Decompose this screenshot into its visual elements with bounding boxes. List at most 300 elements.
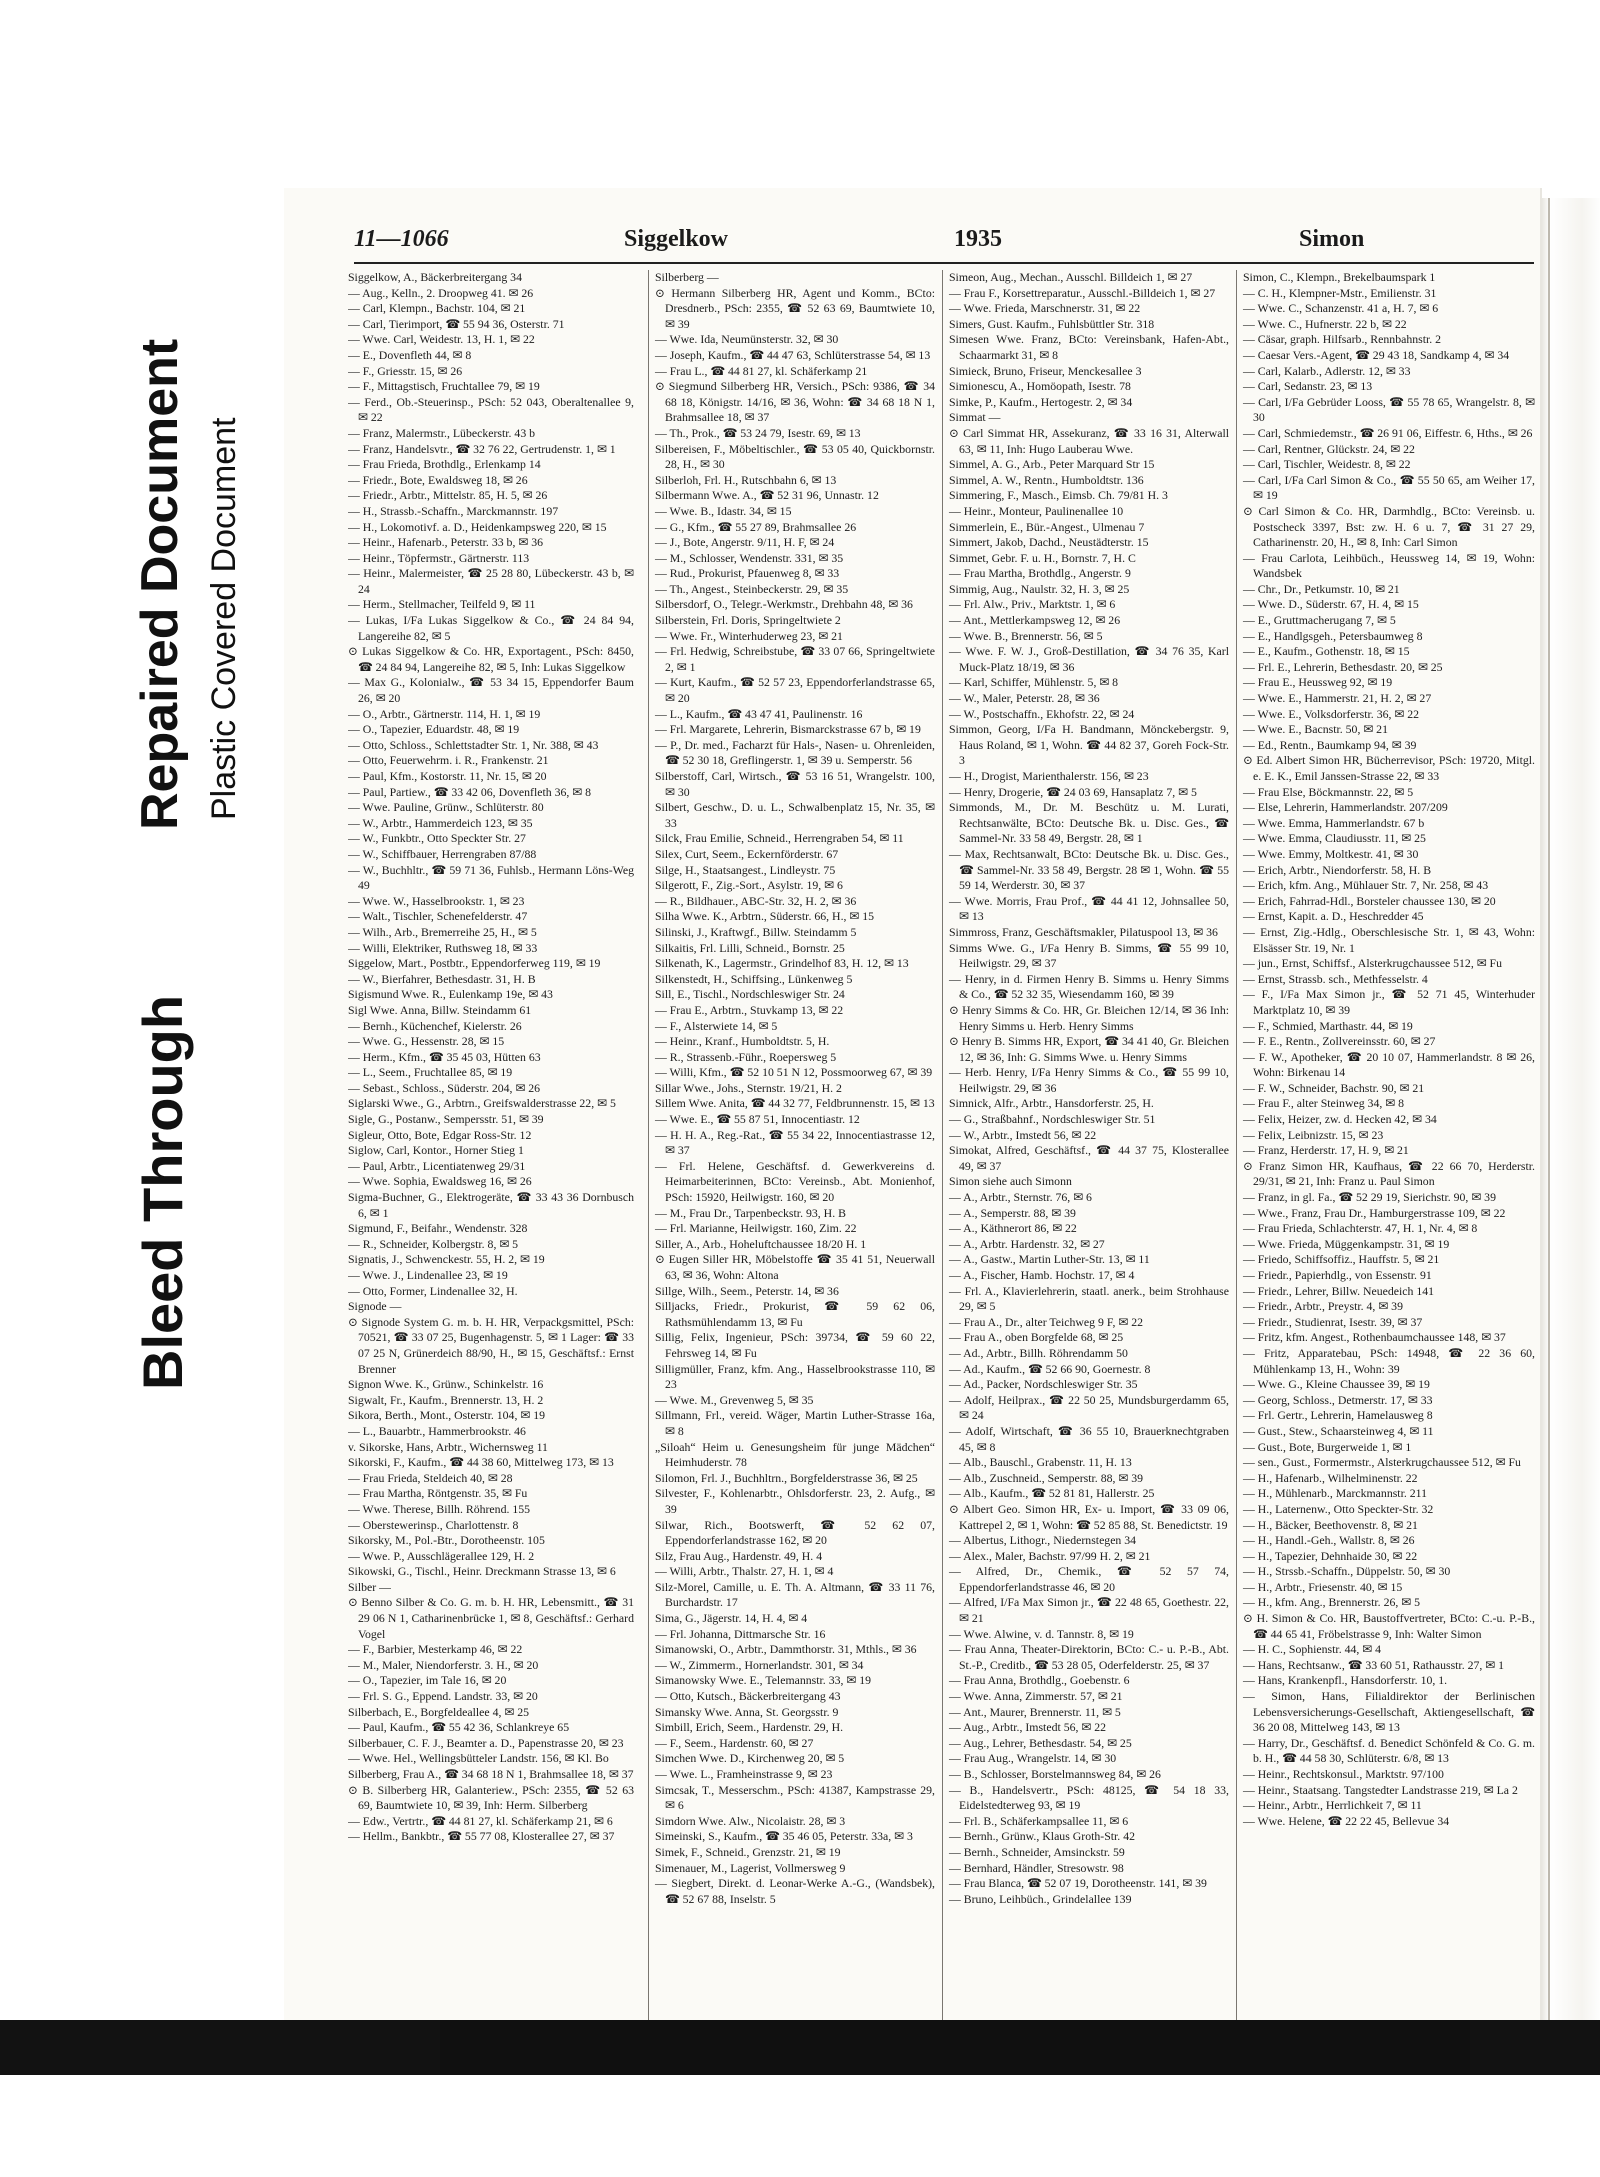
directory-entry: Simmon, Georg, I/Fa H. Bandmann, Mönckebergstr. 9, Haus Roland, ✉ 1, Wohn. ☎ 44 82 37, Goreh Fock-Str. 3 — [949, 722, 1229, 768]
page-fold-line — [1548, 198, 1550, 2038]
scanner-bottom-band — [0, 2020, 1600, 2075]
directory-entry: — Henry, in d. Firmen Henry B. Simms u. Henry Simms & Co., ☎ 52 32 35, Wiesendamm 160, ✉ 39 — [949, 971, 1229, 1002]
directory-entry: Sikowski, G., Tischl., Heinr. Dreckmann Strasse 13, ✉ 6 — [348, 1564, 616, 1579]
directory-entry: — Frau Anna, Theater-Direktorin, BCto: C.- u. P.-B., Abt. St.-P., Creditb., ☎ 53 28 05, Oderfelderstr. 25, ✉ 37 — [949, 1642, 1229, 1672]
directory-entry: ⊙ Franz Simon HR, Kaufhaus, ☎ 22 66 70, Herderstr. 29/31, ✉ 21, Inh: Franz u. Paul Simon — [1243, 1158, 1535, 1189]
directory-entry: Signatis, J., Schwenckestr. 55, H. 2, ✉ 19 — [348, 1252, 545, 1267]
directory-entry: — Frl. Gertr., Lehrerin, Hamelausweg 8 — [1243, 1408, 1433, 1423]
directory-entry: — F. W., Apotheker, ☎ 20 10 07, Hammerlandstr. 8 ✉ 26, Wohn: Birkenau 14 — [1243, 1049, 1535, 1080]
directory-entry: — Frl. Marianne, Heilwigstr. 160, Zim. 22 — [655, 1221, 857, 1236]
directory-entry: — Herm., Kfm., ☎ 35 45 03, Hütten 63 — [348, 1049, 541, 1064]
directory-entry: — W., Funkbtr., Otto Speckter Str. 27 — [348, 831, 526, 846]
directory-entry: — Ant., Mettlerkampsweg 12, ✉ 26 — [949, 613, 1121, 628]
directory-entry: Simmross, Franz, Geschäftsmakler, Pilatuspool 13, ✉ 36 — [949, 924, 1218, 939]
directory-entry: Signon Wwe. K., Grünw., Schinkelstr. 16 — [348, 1377, 544, 1392]
directory-entry: — Max, Rechtsanwalt, BCto: Deutsche Bk. u. Disc. Ges., ☎ Sammel-Nr. 33 58 49, Bergstr. 28 ✉ 1, Wohn. ☎ 55 59 14, Werderstr. 30, ✉ 37 — [949, 846, 1229, 893]
directory-entry: — Wwe., Franz, Frau Dr., Hamburgerstrasse 109, ✉ 22 — [1243, 1205, 1506, 1220]
directory-entry: Sikora, Berth., Mont., Osterstr. 104, ✉ 19 — [348, 1408, 545, 1423]
directory-entry: — Wwe. P., Ausschlägerallee 129, H. 2 — [348, 1548, 535, 1563]
directory-entry: Simokat, Alfred, Geschäftsf., ☎ 44 37 75, Klosterallee 49, ✉ 37 — [949, 1143, 1229, 1173]
directory-entry: — Frl. Alw., Priv., Marktstr. 1, ✉ 6 — [949, 597, 1116, 612]
directory-entry: — Wwe. C., Schanzenstr. 41 a, H. 7, ✉ 6 — [1243, 301, 1439, 316]
directory-entry: Simieck, Bruno, Friseur, Menckesallee 3 — [949, 363, 1142, 378]
directory-entry: — Hans, Rechtsanw., ☎ 33 60 51, Rathausstr. 27, ✉ 1 — [1243, 1657, 1505, 1672]
directory-entry: — Georg, Schloss., Detmerstr. 17, ✉ 33 — [1243, 1392, 1433, 1407]
directory-entry: — Frau Aug., Wrangelstr. 14, ✉ 30 — [949, 1751, 1117, 1766]
directory-entry: ⊙ Carl Simmat HR, Assekuranz, ☎ 33 16 31, Alterwall 63, ✉ 11, Inh: Hugo Lauberau Wwe. — [949, 425, 1229, 456]
directory-entry: — A., Arbtr., Sternstr. 76, ✉ 6 — [949, 1190, 1092, 1205]
directory-entry: — R., Strassenb.-Führ., Roepersweg 5 — [655, 1049, 837, 1064]
directory-entry: Simmat — — [949, 410, 1001, 425]
directory-entry: — Wwe. Pauline, Grünw., Schlüterstr. 80 — [348, 800, 544, 815]
directory-entry: — Franz, Handelsvtr., ☎ 32 76 22, Gertrudenstr. 1, ✉ 1 — [348, 441, 616, 456]
directory-entry: — Aug., Lehrer, Bethesdastr. 54, ✉ 25 — [949, 1735, 1132, 1750]
directory-entry: — Ed., Rentn., Baumkamp 94, ✉ 39 — [1243, 737, 1417, 752]
directory-entry: Silomon, Frl. J., Buchhltrn., Borgfelderstrasse 36, ✉ 25 — [655, 1470, 918, 1485]
directory-entry: Simcsak, T., Messerschm., PSch: 41387, Kampstrasse 29, ✉ 6 — [655, 1782, 935, 1813]
directory-entry: — M., Frau Dr., Tarpenbeckstr. 93, H. B — [655, 1205, 846, 1220]
page-number: 11—1066 — [354, 226, 449, 252]
directory-entry: — M., Maler, Niendorferstr. 3. H., ✉ 20 — [348, 1657, 539, 1672]
directory-entry: Sigmund, F., Beifahr., Wendenstr. 328 — [348, 1221, 528, 1236]
directory-entry: — J., Bote, Angerstr. 9/11, H. F, ✉ 24 — [655, 535, 835, 550]
header-first-entry: Siggelkow — [624, 226, 729, 252]
header-year: 1935 — [954, 226, 1002, 252]
directory-entry: — Felix, Leibnizstr. 15, ✉ 23 — [1243, 1127, 1384, 1142]
directory-entry: Silbert, Geschw., D. u. L., Schwalbenplatz 15, Nr. 35, ✉ 33 — [655, 800, 935, 830]
directory-entry: — Friedr., Lehrer, Billw. Neuedeich 141 — [1243, 1283, 1435, 1298]
directory-entry: — H., Arbtr., Friesenstr. 40, ✉ 15 — [1243, 1579, 1403, 1594]
directory-entry: — Th., Prok., ☎ 53 24 79, Isestr. 69, ✉ 13 — [655, 425, 861, 440]
directory-entry: — G., Kfm., ☎ 55 27 89, Brahmsallee 26 — [655, 519, 857, 534]
directory-entry: Sillig, Felix, Ingenieur, PSch: 39734, ☎ 59 60 22, Fehrsweg 14, ✉ Fu — [655, 1330, 935, 1360]
directory-entry: — Caesar Vers.-Agent, ☎ 29 43 18, Sandkamp 4, ✉ 34 — [1243, 347, 1510, 362]
directory-entry: — Carl, Kalarb., Adlerstr. 12, ✉ 33 — [1243, 363, 1411, 378]
directory-entry: Silck, Frau Emilie, Schneid., Herrengraben 54, ✉ 11 — [655, 831, 904, 846]
directory-entry: — Hellm., Bankbtr., ☎ 55 77 08, Klosterallee 27, ✉ 37 — [348, 1829, 615, 1844]
directory-entry: — Ferd., Ob.-Steuerinsp., PSch: 52 043, Oberaltenallee 9, ✉ 22 — [348, 394, 634, 425]
directory-entry: — Heinr., Staatsang. Tangstedter Landstrasse 219, ✉ La 2 — [1243, 1782, 1518, 1797]
directory-entry: — Frau F., Korsettreparatur., Ausschl.-Billdeich 1, ✉ 27 — [949, 285, 1216, 300]
directory-entry: — Alb., Zuschneid., Semperstr. 88, ✉ 39 — [949, 1470, 1144, 1485]
directory-entry: — Frau Martha, Brothdlg., Angerstr. 9 — [949, 566, 1131, 581]
directory-entry: — H., Mühlenarb., Marckmannstr. 211 — [1243, 1486, 1428, 1501]
directory-entry: — Heinr., Malermeister, ☎ 25 28 80, Lübeckerstr. 43 b, ✉ 24 — [348, 566, 634, 596]
directory-entry: — Frau Anna, Brothdlg., Goebenstr. 6 — [949, 1673, 1130, 1688]
directory-entry: — Wwe. M., Grevenweg 5, ✉ 35 — [655, 1392, 814, 1407]
directory-entry: — Carl, Klempn., Bachstr. 104, ✉ 21 — [348, 301, 526, 316]
directory-entry: — F. E., Rentn., Zollvereinsstr. 60, ✉ 27 — [1243, 1034, 1436, 1049]
directory-entry: — Frau A., oben Borgfelde 68, ✉ 25 — [949, 1330, 1124, 1345]
directory-entry: Silz-Morel, Camille, u. E. Th. A. Altmann, ☎ 33 11 76, Burchardstr. 17 — [655, 1579, 935, 1610]
directory-entry: — Frl. Hedwig, Schreibstube, ☎ 33 07 66, Springeltwiete 2, ✉ 1 — [655, 644, 935, 674]
directory-entry: Silberberg — — [655, 270, 719, 284]
directory-entry: Sigle, G., Postanw., Sempersstr. 51, ✉ 39 — [348, 1112, 544, 1127]
directory-entry: ⊙ Albert Geo. Simon HR, Ex- u. Import, ☎ 33 09 06, Kattrepel 2, ✉ 1, Wohn: ☎ 52 85 88, St. Benedictstr. 19 — [949, 1501, 1229, 1532]
directory-entry: — Edw., Vertrtr., ☎ 44 81 27, kl. Schäferkamp 21, ✉ 6 — [348, 1813, 613, 1828]
directory-entry: — B., Handelsvertr., PSch: 48125, ☎ 54 18 33, Eidelstedterweg 93, ✉ 19 — [949, 1782, 1229, 1813]
directory-entry: — Ant., Maurer, Brennerstr. 11, ✉ 5 — [949, 1704, 1121, 1719]
directory-entry: — Ernst, Kapit. a. D., Heschredder 45 — [1243, 909, 1424, 924]
directory-entry: — Gust., Bote, Burgerweide 1, ✉ 1 — [1243, 1439, 1412, 1454]
directory-entry: Silkaitis, Frl. Lilli, Schneid., Bornstr. 25 — [655, 940, 845, 955]
directory-entry: — H., Strssb.-Schaffn., Düppelstr. 50, ✉ 30 — [1243, 1564, 1451, 1579]
directory-entry: — Frau Else, Böckmannstr. 22, ✉ 5 — [1243, 784, 1414, 799]
page-header — [354, 222, 1534, 264]
directory-entry: — Wwe. E., ☎ 55 87 51, Innocentiastr. 12 — [655, 1112, 860, 1127]
directory-entry: — Franz, Herderstr. 17, H. 9, ✉ 21 — [1243, 1143, 1409, 1158]
directory-entry: — Rud., Prokurist, Pfauenweg 8, ✉ 33 — [655, 566, 840, 581]
directory-entry: — Bernh., Küchenchef, Kielerstr. 26 — [348, 1018, 522, 1033]
directory-entry: — Ernst, Strassb. sch., Methfesselstr. 4 — [1243, 971, 1428, 986]
directory-entry: — Herm., Stellmacher, Teilfeld 9, ✉ 11 — [348, 597, 536, 612]
directory-entry: — Wwe. Morris, Frau Prof., ☎ 44 41 12, Johnsallee 50, ✉ 13 — [949, 893, 1229, 924]
directory-entry: — Bernh., Grünw., Klaus Groth-Str. 42 — [949, 1829, 1136, 1844]
directory-entry: — W., Maler, Peterstr. 28, ✉ 36 — [949, 691, 1100, 706]
bleed-through-label: Bleed Through — [131, 994, 194, 1390]
directory-entry: — Carl, Schmiedemstr., ☎ 26 91 06, Eiffestr. 6, Hths., ✉ 26 — [1243, 425, 1533, 440]
directory-entry: — Wwe. E., Bacnstr. 50, ✉ 21 — [1243, 722, 1388, 737]
directory-entry: Signode — — [348, 1299, 402, 1314]
directory-entry: — Frl. Johanna, Dittmarsche Str. 16 — [655, 1626, 826, 1641]
directory-entry: — Wwe. Emma, Claudiusstr. 11, ✉ 25 — [1243, 831, 1426, 846]
directory-entry: Silz, Frau Aug., Hardenstr. 49, H. 4 — [655, 1548, 823, 1563]
directory-entry: Sigma-Buchner, G., Elektrogeräte, ☎ 33 43 36 Dornbusch 6, ✉ 1 — [348, 1190, 634, 1220]
directory-entry: Simansky Wwe. Anna, St. Georgsstr. 9 — [655, 1704, 839, 1719]
directory-entry: Simeinski, S., Kaufm., ☎ 35 46 05, Peterstr. 33a, ✉ 3 — [655, 1829, 913, 1844]
directory-entry: — R., Bildhauer., ABC-Str. 32, H. 2, ✉ 36 — [655, 893, 857, 908]
directory-entry: — L., Kaufm., ☎ 43 47 41, Paulinenstr. 16 — [655, 706, 863, 721]
directory-entry: — Otto, Feuerwehrm. i. R., Frankenstr. 21 — [348, 753, 549, 768]
scanner-shadow — [440, 2020, 1470, 2075]
directory-entry: Siglarski Wwe., G., Arbtrn., Greifswalderstrasse 22, ✉ 5 — [348, 1096, 616, 1111]
directory-entry: — Wilh., Arb., Bremerreihe 25, H., ✉ 5 — [348, 924, 537, 939]
directory-entry: — Wwe. G., Hessenstr. 28, ✉ 15 — [348, 1034, 505, 1049]
directory-entry: — W., Zimmerm., Hornerlandstr. 301, ✉ 34 — [655, 1657, 864, 1672]
directory-entry: — Adolf, Wirtschaft, ☎ 36 55 10, Brauerknechtgraben 45, ✉ 8 — [949, 1423, 1229, 1454]
directory-entry: — H. C., Sophienstr. 44, ✉ 4 — [1243, 1642, 1382, 1657]
directory-entry: Simmig, Aug., Naulstr. 32, H. 3, ✉ 25 — [949, 581, 1130, 596]
directory-entry: — Alfred, I/Fa Max Simon jr., ☎ 22 48 65, Goethestr. 22, ✉ 21 — [949, 1595, 1229, 1626]
directory-entry: — Frau F., alter Steinweg 34, ✉ 8 — [1243, 1096, 1404, 1111]
directory-entry: — Otto, Schloss., Schlettstadter Str. 1, Nr. 388, ✉ 43 — [348, 737, 599, 752]
directory-entry: — Willi, Elektriker, Ruthsweg 18, ✉ 33 — [348, 940, 538, 955]
directory-entry: — Wwe. L., Framheinstrasse 9, ✉ 23 — [655, 1767, 833, 1781]
directory-entry: ⊙ Carl Simon & Co. HR, Darmhdlg., BCto: Vereinsb. u. Postscheck 3397, Bst: zw. H. 6 u. 7, ☎ 31 27 29, Catharinenstr. 20, H., ✉ 8, Inh: Carl Simon — [1243, 503, 1535, 550]
directory-entry: — Franz, in gl. Fa., ☎ 52 29 19, Sierichstr. 90, ✉ 39 — [1243, 1190, 1496, 1205]
directory-entry: Silbermann Wwe. A., ☎ 52 31 96, Unnastr. 12 — [655, 488, 879, 503]
directory-entry: v. Sikorske, Hans, Arbtr., Wichernsweg 11 — [348, 1439, 548, 1454]
directory-entry: — Else, Lehrerin, Hammerlandstr. 207/209 — [1243, 800, 1448, 815]
directory-entry: — P., Dr. med., Facharzt für Hals-, Nasen- u. Ohrenleiden, ☎ 52 30 18, Greflingerstr. 1, ✉ 39 u. Semperstr. 56 — [655, 737, 935, 768]
directory-entry: ⊙ Hermann Silberberg HR, Agent und Komm., BCto: Dresdnerb., PSch: 2355, ☎ 52 63 69, Baumtwiete 10, ✉ 39 — [655, 285, 935, 331]
directory-entry: — Wwe. F. W. J., Groß-Destillation, ☎ 34 76 35, Karl Muck-Platz 18/19, ✉ 36 — [949, 644, 1229, 674]
directory-entry: Siggelow, Mart., Postbtr., Eppendorferweg 119, ✉ 19 — [348, 956, 601, 971]
directory-entry: — Alb., Kaufm., ☎ 52 81 81, Hallerstr. 25 — [949, 1486, 1155, 1501]
directory-entry: — G., Straßbahnf., Nordschleswiger Str. 51 — [949, 1112, 1156, 1127]
directory-entry: — E., Handlgsgeh., Petersbaumweg 8 — [1243, 628, 1423, 643]
directory-entry: — Sebast., Schloss., Süderstr. 204, ✉ 26 — [348, 1080, 541, 1095]
directory-entry: — Wwe. Fr., Winterhuderweg 23, ✉ 21 — [655, 628, 843, 643]
directory-entry: ⊙ Henry Simms & Co. HR, Gr. Bleichen 12/14, ✉ 36 Inh: Henry Simms u. Herb. Henry Simms — [949, 1002, 1229, 1033]
directory-entry: Simdorn Wwe. Alw., Nicolaistr. 28, ✉ 3 — [655, 1813, 846, 1828]
directory-entry: Siglow, Carl, Kontor., Horner Stieg 1 — [348, 1143, 524, 1158]
directory-entry: — Lukas, I/Fa Lukas Siggelkow & Co., ☎ 24 84 94, Langereihe 82, ✉ 5 — [348, 613, 634, 643]
directory-entry: Sigwalt, Fr., Kaufm., Brennerstr. 13, H. 2 — [348, 1392, 544, 1407]
directory-entry: — Frau Frieda, Steldeich 40, ✉ 28 — [348, 1470, 513, 1485]
directory-entry: Simers, Gust. Kaufm., Fuhlsbüttler Str. 318 — [949, 316, 1155, 331]
directory-entry: — Wwe. Anna, Zimmerstr. 57, ✉ 21 — [949, 1689, 1123, 1704]
directory-entry: — Frau Blanca, ☎ 52 07 19, Dorotheenstr. 141, ✉ 39 — [949, 1876, 1207, 1891]
directory-entry: — Frl. B., Schäferkampsallee 11, ✉ 6 — [949, 1813, 1129, 1828]
plastic-covered-label: Plastic Covered Document — [205, 417, 243, 820]
directory-entry: — Wwe. E., Volksdorferstr. 36, ✉ 22 — [1243, 706, 1420, 721]
directory-entry: — F., Seem., Hardenstr. 60, ✉ 27 — [655, 1735, 814, 1750]
directory-entry: — Willi, Kfm., ☎ 52 10 51 N 12, Possmoorweg 67, ✉ 39 — [655, 1065, 933, 1080]
directory-entry: Simanowski, O., Arbtr., Dammthorstr. 31, Mthls., ✉ 36 — [655, 1642, 917, 1657]
directory-entry: — H., kfm. Ang., Brennerstr. 26, ✉ 5 — [1243, 1595, 1420, 1610]
directory-entry: — Max G., Kolonialw., ☎ 53 34 15, Eppendorfer Baum 26, ✉ 20 — [348, 675, 634, 706]
directory-entry: — Harry, Dr., Geschäftsf. d. Benedict Schönfeld & Co. G. m. b. H., ☎ 44 58 30, Schlüterstr. 6/8, ✉ 13 — [1243, 1735, 1535, 1766]
directory-entry: ⊙ Siegmund Silberberg HR, Versich., PSch: 9386, ☎ 34 68 18, Königstr. 14/16, ✉ 36, Wohn: ☎ 34 68 18 N 1, Brahmsallee 18, ✉ 37 — [655, 379, 935, 425]
directory-entry: — F., I/Fa Max Simon jr., ☎ 52 71 45, Winterhuder Marktplatz 10, ✉ 39 — [1243, 987, 1535, 1017]
directory-entry: — Frau A., Dr., alter Teichweg 9 F, ✉ 22 — [949, 1314, 1143, 1329]
directory-entry: — Erich, Fahrrad-Hdl., Borsteler chaussee 130, ✉ 20 — [1243, 893, 1496, 908]
directory-entry: Silbersdorf, O., Telegr.-Werkmstr., Drehbahn 48, ✉ 36 — [655, 597, 913, 612]
directory-entry: — Frl. A., Klavierlehrerin, staatl. anerk., beim Strohhause 29, ✉ 5 — [949, 1283, 1229, 1314]
directory-entry: Sigl Wwe. Anna, Billw. Steindamm 61 — [348, 1002, 532, 1017]
directory-entry: ⊙ Lukas Siggelkow & Co. HR, Exportagent., PSch: 8450, ☎ 24 84 94, Langereihe 82, ✉ 5, Inh: Lukas Siggelkow — [348, 644, 634, 674]
directory-entry: — Carl, I/Fa Gebrüder Looss, ☎ 55 78 65, Wrangelstr. 8, ✉ 30 — [1243, 394, 1535, 425]
directory-entry: — Cäsar, graph. Hilfsarb., Rennbahnstr. 2 — [1243, 332, 1442, 347]
directory-entry: — Aug., Arbtr., Imstedt 56, ✉ 22 — [949, 1720, 1107, 1735]
directory-entry: — W., Schiffbauer, Herrengraben 87/88 — [348, 846, 537, 861]
directory-entry: — E., Kaufm., Gothenstr. 18, ✉ 15 — [1243, 644, 1410, 659]
directory-entry: — Ad., Arbtr., Billh. Röhrendamm 50 — [949, 1345, 1128, 1360]
directory-entry: — O., Tapezier, Eduardstr. 48, ✉ 19 — [348, 722, 520, 737]
directory-entry: Sill, E., Tischl., Nordschleswiger Str. 24 — [655, 987, 845, 1002]
directory-entry: — Frl. E., Lehrerin, Bethesdastr. 20, ✉ 25 — [1243, 659, 1443, 674]
directory-entry: — Chr., Dr., Petkumstr. 10, ✉ 21 — [1243, 581, 1400, 596]
directory-entry: ⊙ Henry B. Simms HR, Export, ☎ 34 41 40, Gr. Bleichen 12, ✉ 36, Inh: G. Simms Wwe. u. Henry Simms — [949, 1034, 1229, 1064]
header-last-entry: Simon — [1299, 226, 1365, 252]
directory-entry: — Wwe. Emmy, Moltkestr. 41, ✉ 30 — [1243, 846, 1419, 861]
directory-entry: — L., Seem., Fruchtallee 85, ✉ 19 — [348, 1065, 513, 1080]
column-1 — [348, 270, 634, 2030]
directory-entry: — Heinr., Töpfermstr., Gärtnerstr. 113 — [348, 550, 530, 565]
directory-entry: — Heinr., Arbtr., Herrlichkeit 7, ✉ 11 — [1243, 1798, 1422, 1813]
directory-entry: ⊙ Signode System G. m. b. H. HR, Verpackgsmittel, PSch: 70521, ☎ 33 07 25, Bugenhagenstr. 5, ✉ 1 Lager: ☎ 33 07 25 N, Grünerdeich 88/90, H., ✉ 15, Geschäftsf.: Ernst Brenner — [348, 1314, 634, 1376]
column-2 — [648, 270, 935, 2030]
directory-entry: Sima, G., Jägerstr. 14, H. 4, ✉ 4 — [655, 1611, 808, 1626]
directory-entry: — Joseph, Kaufm., ☎ 44 47 63, Schlüterstrasse 54, ✉ 13 — [655, 347, 931, 362]
directory-entry: Simke, P., Kaufm., Hertogestr. 2, ✉ 34 — [949, 394, 1133, 409]
directory-entry: — jun., Ernst, Schiffsf., Alsterkrugchaussee 512, ✉ Fu — [1243, 956, 1503, 971]
directory-entry: ⊙ Eugen Siller HR, Möbelstoffe ☎ 35 41 51, Neuerwall 63, ✉ 36, Wohn: Altona — [655, 1252, 935, 1282]
directory-entry: — Paul, Kfm., Kostorstr. 11, Nr. 15, ✉ 20 — [348, 769, 547, 783]
directory-entry: ⊙ H. Simon & Co. HR, Baustoffvertreter, BCto: C.-u. P.-B., ☎ 44 65 41, Fröbelstrasse 9, Inh: Walter Simon — [1243, 1611, 1535, 1641]
directory-entry: Simmel, A. G., Arb., Peter Marquard Str 15 — [949, 457, 1155, 472]
directory-entry: — Wwe. Helene, ☎ 22 22 45, Bellevue 34 — [1243, 1813, 1450, 1828]
directory-entry: Silligmüller, Franz, kfm. Ang., Hasselbrookstrasse 110, ✉ 23 — [655, 1361, 935, 1392]
directory-entry: — F. W., Schneider, Bachstr. 90, ✉ 21 — [1243, 1080, 1425, 1095]
directory-entry: Siller, A., Arb., Hoheluftchaussee 18/20 H. 1 — [655, 1236, 867, 1251]
directory-entry: — Kurt, Kaufm., ☎ 52 57 23, Eppendorferlandstrasse 65, ✉ 20 — [655, 675, 935, 706]
directory-entry: — Frau E., Arbtrn., Stuvkamp 13, ✉ 22 — [655, 1002, 844, 1017]
directory-entry: — H., Handl.-Geh., Wallstr. 8, ✉ 26 — [1243, 1533, 1415, 1548]
directory-entry: — Ad., Kaufm., ☎ 52 66 90, Goernestr. 8 — [949, 1361, 1151, 1376]
directory-entry: Simmerlein, E., Bür.-Angest., Ulmenau 7 — [949, 519, 1145, 534]
directory-entry: Simmel, A. W., Rentn., Humboldtstr. 136 — [949, 472, 1144, 487]
directory-entry: — H., Strassb.-Schaffn., Marckmannstr. 197 — [348, 503, 559, 518]
directory-entry: — Wwe. B., Idastr. 34, ✉ 15 — [655, 503, 792, 518]
directory-entry: Simesen Wwe. Franz, BCto: Vereinsbank, Hafen-Abt., Schaarmarkt 31, ✉ 8 — [949, 332, 1229, 362]
directory-entry: — Frl. Margarete, Lehrerin, Bismarckstrasse 67 b, ✉ 19 — [655, 722, 921, 737]
directory-entry: — Frl. Helene, Geschäftsf. d. Gewerkvereins d. Heimarbeiterinnen, BCto: Vereinsb., Abt. Monienhof, PSch: 15920, Heilwigstr. 160, ✉ 20 — [655, 1158, 935, 1205]
directory-entry: — Wwe. E., Hammerstr. 21, H. 2, ✉ 27 — [1243, 691, 1432, 706]
directory-entry: — Willi, Arbtr., Thalstr. 27, H. 1, ✉ 4 — [655, 1564, 834, 1579]
directory-entry: — Wwe. Frieda, Müggenkampstr. 31, ✉ 19 — [1243, 1236, 1450, 1251]
directory-entry: — Friedr., Bote, Ewaldsweg 18, ✉ 26 — [348, 472, 528, 487]
directory-entry: Silberberg, Frau A., ☎ 34 68 18 N 1, Brahmsallee 18, ✉ 37 — [348, 1767, 634, 1781]
directory-entry: — F., Mittagstisch, Fruchtallee 79, ✉ 19 — [348, 379, 540, 394]
directory-entry: — Siegbert, Direkt. d. Leonar-Werke A.-G., (Wandsbek), ☎ 52 67 88, Inselstr. 5 — [655, 1876, 935, 1906]
directory-entry: — Gust., Stew., Schaarsteinweg 4, ✉ 11 — [1243, 1423, 1434, 1438]
directory-entry: Simms Wwe. G., I/Fa Henry B. Simms, ☎ 55 99 10, Heilwigstr. 29, ✉ 37 — [949, 940, 1229, 971]
directory-entry: — Erich, Arbtr., Niendorferstr. 58, H. B — [1243, 862, 1432, 877]
directory-entry: — Paul, Kaufm., ☎ 55 42 36, Schlankreye 65 — [348, 1720, 570, 1735]
directory-entry: — F., Alsterwiete 14, ✉ 5 — [655, 1018, 778, 1033]
directory-entry: — Simon, Hans, Filialdirektor der Berlinischen Lebensversicherungs-Gesellschaft, Aktiengesellschaft, ☎ 36 20 08, Mittelweg 143, ✉ 13 — [1243, 1689, 1535, 1735]
directory-entry: Simnick, Alfr., Arbtr., Hansdorferstr. 25, H. — [949, 1096, 1154, 1111]
annotation-labels — [120, 300, 300, 1400]
directory-entry: Sikorski, F., Kaufm., ☎ 44 38 60, Mittelweg 173, ✉ 13 — [348, 1455, 614, 1470]
directory-entry: — Ad., Packer, Nordschleswiger Str. 35 — [949, 1377, 1138, 1392]
directory-entry: — H., Drogist, Marienthalerstr. 156, ✉ 23 — [949, 769, 1149, 783]
directory-entry: — Wwe. B., Brennerstr. 56, ✉ 5 — [949, 628, 1103, 643]
directory-entry: — Otto, Kutsch., Bäckerbreitergang 43 — [655, 1689, 841, 1704]
directory-entry: — Th., Angest., Steinbeckerstr. 29, ✉ 35 — [655, 581, 849, 596]
directory-entry: — Wwe. Hel., Wellingsbütteler Landstr. 156, ✉ Kl. Bo — [348, 1751, 609, 1766]
directory-entry: — Fritz, Apparatebau, PSch: 14948, ☎ 22 36 60, Mühlenkamp 13, H., Wohn: 39 — [1243, 1345, 1535, 1376]
directory-page — [284, 188, 1540, 2048]
directory-entry: Silljacks, Friedr., Prokurist, ☎ 59 62 06, Rathsmühlendamm 13, ✉ Fu — [655, 1299, 935, 1329]
directory-entry: — Erich, kfm. Ang., Mühlauer Str. 7, Nr. 258, ✉ 43 — [1243, 878, 1489, 893]
repaired-document-label: Repaired Document — [131, 338, 189, 830]
column-3 — [942, 270, 1229, 2030]
directory-entry: — H., Bäcker, Beethovenstr. 8, ✉ 21 — [1243, 1517, 1418, 1532]
directory-entry: — Wwe. Carl, Weidestr. 13, H. 1, ✉ 22 — [348, 332, 535, 347]
directory-entry: — Friedr., Arbtr., Preystr. 4, ✉ 39 — [1243, 1299, 1403, 1314]
directory-entry: Simanowsky Wwe. E., Telemannstr. 33, ✉ 19 — [655, 1673, 872, 1688]
directory-entry: — Bernhard, Händler, Stresowstr. 98 — [949, 1860, 1124, 1875]
directory-entry: Simmet, Gebr. F. u. H., Bornstr. 7, H. C — [949, 550, 1136, 565]
directory-entry: ⊙ Ed. Albert Simon HR, Bücherrevisor, PSch: 19720, Mitgl. e. E. K., Emil Janssen-Strasse 22, ✉ 33 — [1243, 753, 1535, 783]
directory-entry: — Alfred, Dr., Chemik., ☎ 52 57 74, Eppendorferlandstrasse 46, ✉ 20 — [949, 1564, 1229, 1594]
directory-entry: Simeon, Aug., Mechan., Ausschl. Billdeich 1, ✉ 27 — [949, 270, 1193, 284]
directory-entry: — Wwe. D., Süderstr. 67, H. 4, ✉ 15 — [1243, 597, 1419, 612]
directory-entry: — Frau L., ☎ 44 81 27, kl. Schäferkamp 21 — [655, 363, 868, 378]
directory-entry: — Fritz, kfm. Angest., Rothenbaumchaussee 148, ✉ 37 — [1243, 1330, 1506, 1345]
directory-entry: Simmonds, M., Dr. M. Beschütz u. M. Lurati, Rechtsanwälte, BCto: Deutsche Bk. u. Disc. Ges., ☎ Sammel-Nr. 33 58 49, Bergstr. 28, ✉ 1 — [949, 800, 1229, 846]
directory-entry: — sen., Gust., Formermstr., Alsterkrugchaussee 512, ✉ Fu — [1243, 1455, 1521, 1470]
directory-entry: — Hans, Krankenpfl., Hansdorferstr. 10, 1. — [1243, 1673, 1448, 1688]
directory-entry: Silex, Curt, Seem., Eckernförderstr. 67 — [655, 846, 839, 861]
directory-entry: — A., Fischer, Hamb. Hochstr. 17, ✉ 4 — [949, 1268, 1135, 1282]
directory-entry: — F., Griesstr. 15, ✉ 26 — [348, 363, 463, 378]
directory-entry: — H., Lokomotivf. a. D., Heidenkampsweg 220, ✉ 15 — [348, 519, 607, 534]
directory-entry: ⊙ B. Silberberg HR, Galanteriew., PSch: 2355, ☎ 52 63 69, Baumtwiete 10, ✉ 39, Inh: Herm. Silberberg — [348, 1782, 634, 1813]
directory-entry: — Albertus, Lithogr., Niedernstegen 34 — [949, 1533, 1137, 1548]
directory-entry: Silberloh, Frl. H., Rutschbahn 6, ✉ 13 — [655, 472, 837, 487]
directory-entry: Silkenstedt, H., Schiffsing., Lünkenweg 5 — [655, 971, 853, 986]
directory-entry: — Herb. Henry, I/Fa Henry Simms & Co., ☎ 55 99 10, Heilwigstr. 29, ✉ 36 — [949, 1065, 1229, 1095]
directory-entry: — Carl, I/Fa Carl Simon & Co., ☎ 55 50 65, am Weiher 17, ✉ 19 — [1243, 472, 1535, 503]
directory-entry: — E., Gruttmacherugang 7, ✉ 5 — [1243, 613, 1396, 628]
directory-entry: — Wwe. Frieda, Marschnerstr. 31, ✉ 22 — [949, 301, 1141, 316]
directory-entry: Simbill, Erich, Seem., Hardenstr. 29, H. — [655, 1720, 844, 1735]
directory-entry: — A., Gastw., Martin Luther-Str. 13, ✉ 11 — [949, 1252, 1150, 1267]
directory-entry: — Heinr., Kranf., Humboldtstr. 5, H. — [655, 1034, 830, 1049]
directory-entry: — Bernh., Schneider, Amsinckstr. 59 — [949, 1844, 1125, 1859]
directory-entry: „Siloah“ Heim u. Genesungsheim für junge Mädchen“ Heimhuderstr. 78 — [655, 1439, 935, 1470]
directory-entry: — O., Tapezier, im Tale 16, ✉ 20 — [348, 1673, 507, 1688]
directory-entry: — F., Barbier, Mesterkamp 46, ✉ 22 — [348, 1642, 523, 1657]
directory-entry: — Heinr., Hafenarb., Peterstr. 33 b, ✉ 36 — [348, 535, 543, 550]
directory-entry: — Carl, Sedanstr. 23, ✉ 13 — [1243, 379, 1373, 394]
directory-entry: — Otto, Former, Lindenallee 32, H. — [348, 1283, 518, 1298]
directory-entry: — C. H., Klempner-Mstr., Emilienstr. 31 — [1243, 285, 1437, 300]
directory-entry: Sikorsky, M., Pol.-Btr., Dorotheenstr. 105 — [348, 1533, 545, 1548]
directory-entry: — L., Bauarbtr., Hammerbrookstr. 46 — [348, 1423, 526, 1438]
directory-entry: — Friedr., Studienrat, Isestr. 39, ✉ 37 — [1243, 1314, 1423, 1329]
directory-entry: Simmert, Jakob, Dachd., Neustädterstr. 15 — [949, 535, 1149, 550]
directory-entry: Sillge, Wilh., Seem., Peterstr. 14, ✉ 36 — [655, 1283, 839, 1298]
directory-entry: — W., Postschaffn., Ekhofstr. 22, ✉ 24 — [949, 706, 1135, 721]
directory-entry: — H., Laternenw., Otto Speckter-Str. 32 — [1243, 1501, 1434, 1516]
directory-entry: Simenauer, M., Lagerist, Vollmersweg 9 — [655, 1860, 846, 1875]
directory-entry: Sillem Wwe. Anita, ☎ 44 32 77, Feldbrunnenstr. 15, ✉ 13 — [655, 1096, 935, 1111]
directory-entry: — Wwe. Emma, Hammerlandstr. 67 b — [1243, 815, 1425, 830]
directory-entry: — Alb., Bauschl., Grabenstr. 11, H. 13 — [949, 1455, 1132, 1470]
directory-entry: Silha Wwe. K., Arbtrn., Süderstr. 66, H., ✉ 15 — [655, 909, 875, 924]
directory-entry: — Wwe. J., Lindenallee 23, ✉ 19 — [348, 1268, 508, 1282]
directory-entry: — Friedr., Arbtr., Mittelstr. 85, H. 5, ✉ 26 — [348, 488, 548, 503]
directory-entry: — Heinr., Monteur, Paulinenallee 10 — [949, 503, 1124, 518]
directory-entry: — Frau Martha, Röntgenstr. 35, ✉ Fu — [348, 1486, 528, 1501]
directory-entry: — W., Arbtr., Hammerdeich 123, ✉ 35 — [348, 815, 533, 830]
directory-entry: Silberbauer, C. F. J., Beamter a. D., Papenstrasse 20, ✉ 23 — [348, 1735, 624, 1750]
directory-entry: — M., Schlosser, Wendenstr. 331, ✉ 35 — [655, 550, 844, 565]
directory-entry: Silgerott, F., Zig.-Sort., Asylstr. 19, ✉ 6 — [655, 878, 843, 893]
directory-entry: — Wwe. Alwine, v. d. Tannstr. 8, ✉ 19 — [949, 1626, 1134, 1641]
directory-entry: — Friedo, Schiffsoffiz., Hauffstr. 5, ✉ 21 — [1243, 1252, 1440, 1267]
directory-entry: Simchen Wwe. D., Kirchenweg 20, ✉ 5 — [655, 1751, 845, 1766]
directory-entry: Silvester, F., Kohlenarbtr., Ohlsdorferstr. 23, 2. Aufg., ✉ 39 — [655, 1486, 935, 1516]
directory-entry: Silberbach, E., Borgfeldeallee 4, ✉ 25 — [348, 1704, 529, 1719]
directory-entry: — Frau Carlota, Leihbüch., Heussweg 14, ✉ 19, Wohn: Wandsbek — [1243, 550, 1535, 581]
directory-entry: — H., Hafenarb., Wilhelminenstr. 22 — [1243, 1470, 1418, 1485]
directory-entry: — Paul, Partiew., ☎ 33 42 06, Dovenfleth 36, ✉ 8 — [348, 784, 592, 799]
directory-entry: — Oberstewerinsp., Charlottenstr. 8 — [348, 1517, 519, 1532]
column-4 — [1236, 270, 1535, 2030]
directory-entry: — Frau Frieda, Brothdlg., Erlenkamp 14 — [348, 457, 541, 472]
directory-entry: — Wwe. Ida, Neumünsterstr. 32, ✉ 30 — [655, 332, 839, 347]
directory-entry: — Carl, Tischler, Weidestr. 8, ✉ 22 — [1243, 457, 1411, 472]
directory-entry: — Alex., Maler, Bachstr. 97/99 H. 2, ✉ 21 — [949, 1548, 1151, 1563]
directory-entry: — F., Schmied, Marthastr. 44, ✉ 19 — [1243, 1018, 1413, 1033]
directory-entry: — Friedr., Papierhdlg., von Essenstr. 91 — [1243, 1268, 1432, 1282]
